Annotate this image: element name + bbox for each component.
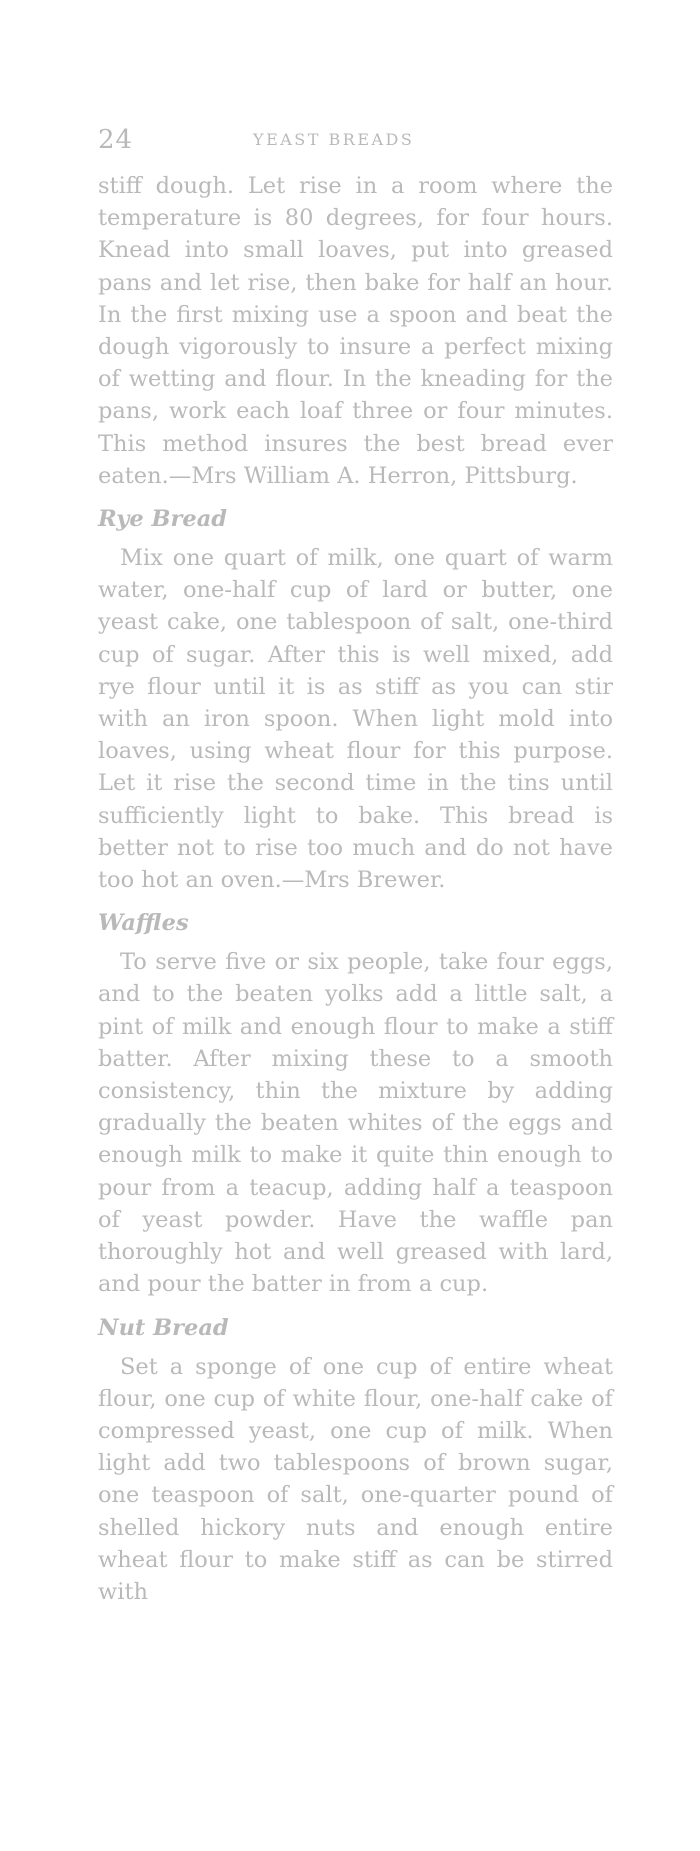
recipe-heading-waffles: Waffles — [98, 910, 189, 937]
recipe-text-waffles: To serve five or six people, take four eggs, and to the beaten yolks add a little salt, a pint of milk and enough flour to make a stiff batter. After mixing these to a smooth consistency, thin the mixture by adding gradually the beaten whites of the eggs and enough milk to make it quite thin enough to pour from a teacup, adding half a teaspoon of yeast powder. Have the waffle pan thoroughly hot and well greased with lard, and pour the batter in from a cup. — [98, 949, 613, 1298]
running-title: YEAST BREADS — [253, 130, 415, 149]
recipe-heading-rye-bread: Rye Bread — [98, 506, 228, 533]
continued-paragraph: stiff dough. Let rise in a room where the temperature is 80 degrees, for four hours. Knead into small loaves, put into greased pans and let rise, then bake for half an hour. In the first mixing use a spoon and beat the dough vigorously to insure a perfect mixing of wetting and flour. In the kneading for the pans, work each loaf three or four minutes. This method insures the best bread ever eaten.—Mrs William A. Herron, Pittsburg. — [98, 173, 613, 489]
recipe-text-nut-bread: Set a sponge of one cup of entire wheat flour, one cup of white flour, one-half cake of compressed yeast, one cup of milk. When light add two tablespoons of brown sugar, one teaspoon of salt, one-quarter pound of shelled hickory nuts and enough entire wheat flour to make stiff as can be stirred with — [98, 1353, 613, 1605]
page-body — [98, 170, 613, 1608]
page-number: 24 — [98, 125, 134, 155]
recipe-heading-nut-bread: Nut Bread — [98, 1314, 229, 1341]
running-head — [98, 123, 613, 157]
recipe-text-rye-bread: Mix one quart of milk, one quart of warm water, one-half cup of lard or butter, one yeast cake, one tablespoon of salt, one-third cup of sugar. After this is well mixed, add rye flour until it is as stiff as you can stir with an iron spoon. When light mold into loaves, using wheat flour for this purpose. Let it rise the second time in the tins until sufficiently light to bake. This bread is better not to rise too much and do not have too hot an oven.—Mrs Brewer. — [98, 545, 613, 894]
